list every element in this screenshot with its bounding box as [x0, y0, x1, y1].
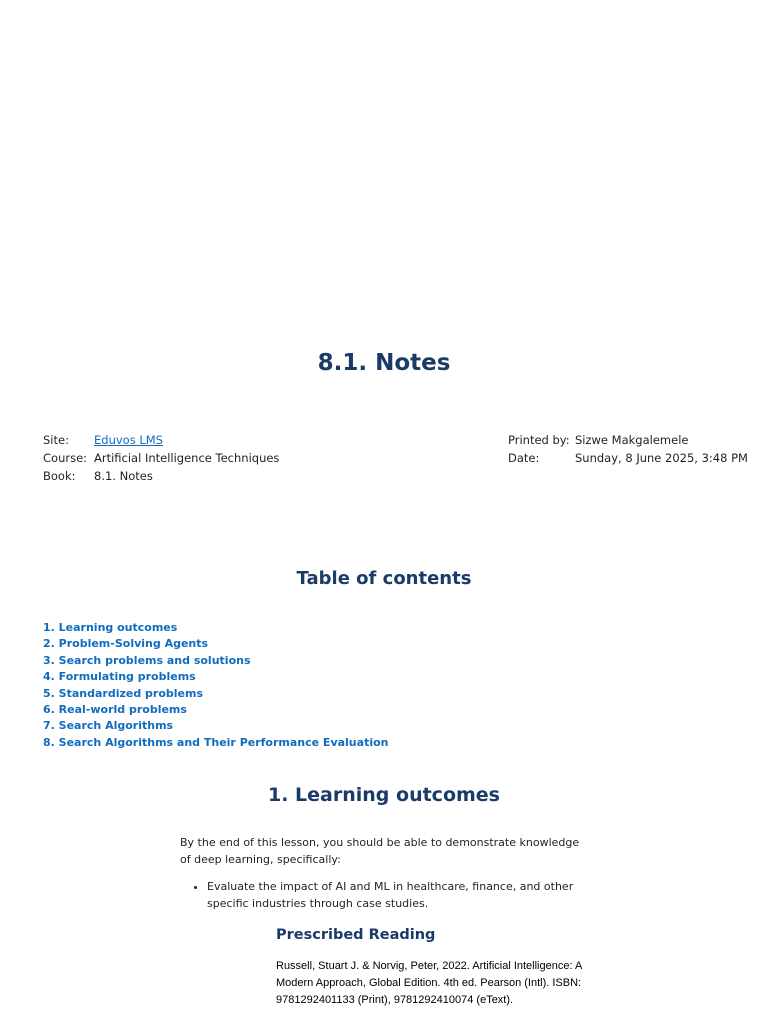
toc-link-real-world-problems[interactable]: 6. Real-world problems	[43, 703, 187, 717]
toc-item	[43, 636, 388, 652]
toc-link-formulating-problems[interactable]: 4. Formulating problems	[43, 670, 196, 684]
toc-link-search-problems[interactable]: 3. Search problems and solutions	[43, 653, 251, 667]
course-value: Artificial Intelligence Techniques	[94, 451, 280, 465]
toc-item	[43, 620, 388, 636]
meta-printed-by-row	[508, 431, 748, 449]
meta-date-row	[508, 449, 748, 467]
site-link[interactable]: Eduvos LMS	[94, 433, 163, 447]
toc-item	[43, 669, 388, 685]
book-label: Book:	[43, 469, 76, 483]
section-heading-learning-outcomes: 1. Learning outcomes	[268, 784, 500, 806]
date-label: Date:	[508, 451, 540, 465]
page-title: 8.1. Notes	[317, 350, 451, 376]
prescribed-reading-text: Russell, Stuart J. & Norvig, Peter, 2022. Artificial Intelligence: A Modern Approach, Global Edition. 4th ed. Pearson (Intl). ISBN: 9781292401133 (Print), 9781292410074 (eText).	[276, 960, 582, 1006]
book-value: 8.1. Notes	[94, 469, 153, 483]
meta-course-row	[43, 449, 279, 467]
outcome-item: • Evaluate the impact of AI and ML in healthcare, finance, and other specific industries through case studies.	[207, 879, 587, 912]
toc-link-search-algorithms[interactable]: 7. Search Algorithms	[43, 719, 174, 733]
toc-link-search-algorithms-performance[interactable]: 8. Search Algorithms and Their Performance Evaluation	[43, 735, 389, 749]
date-value: Sunday, 8 June 2025, 3:48 PM	[575, 451, 748, 465]
course-label: Course:	[43, 451, 88, 465]
meta-site-row	[43, 431, 279, 449]
toc-link-standardized-problems[interactable]: 5. Standardized problems	[43, 686, 203, 700]
toc-item	[43, 702, 388, 718]
prescribed-reading-heading: Prescribed Reading	[276, 927, 436, 943]
site-label: Site:	[43, 433, 69, 447]
printed-by-value: Sizwe Makgalemele	[575, 433, 689, 447]
toc-item	[43, 686, 388, 702]
toc-item	[43, 735, 388, 751]
meta-right-block	[508, 431, 748, 467]
printed-by-label: Printed by:	[508, 433, 570, 447]
meta-left-block	[43, 431, 279, 485]
toc-list	[43, 620, 388, 751]
toc-heading: Table of contents	[296, 568, 472, 589]
toc-item	[43, 718, 388, 734]
toc-link-problem-solving-agents[interactable]: 2. Problem-Solving Agents	[43, 637, 209, 651]
toc-link-learning-outcomes[interactable]: 1. Learning outcomes	[43, 621, 178, 634]
outcomes-list	[188, 879, 587, 912]
meta-book-row	[43, 467, 279, 485]
toc-item	[43, 653, 388, 669]
section-intro: By the end of this lesson, you should be able to demonstrate knowledge of deep learning, specifically:	[180, 836, 580, 866]
